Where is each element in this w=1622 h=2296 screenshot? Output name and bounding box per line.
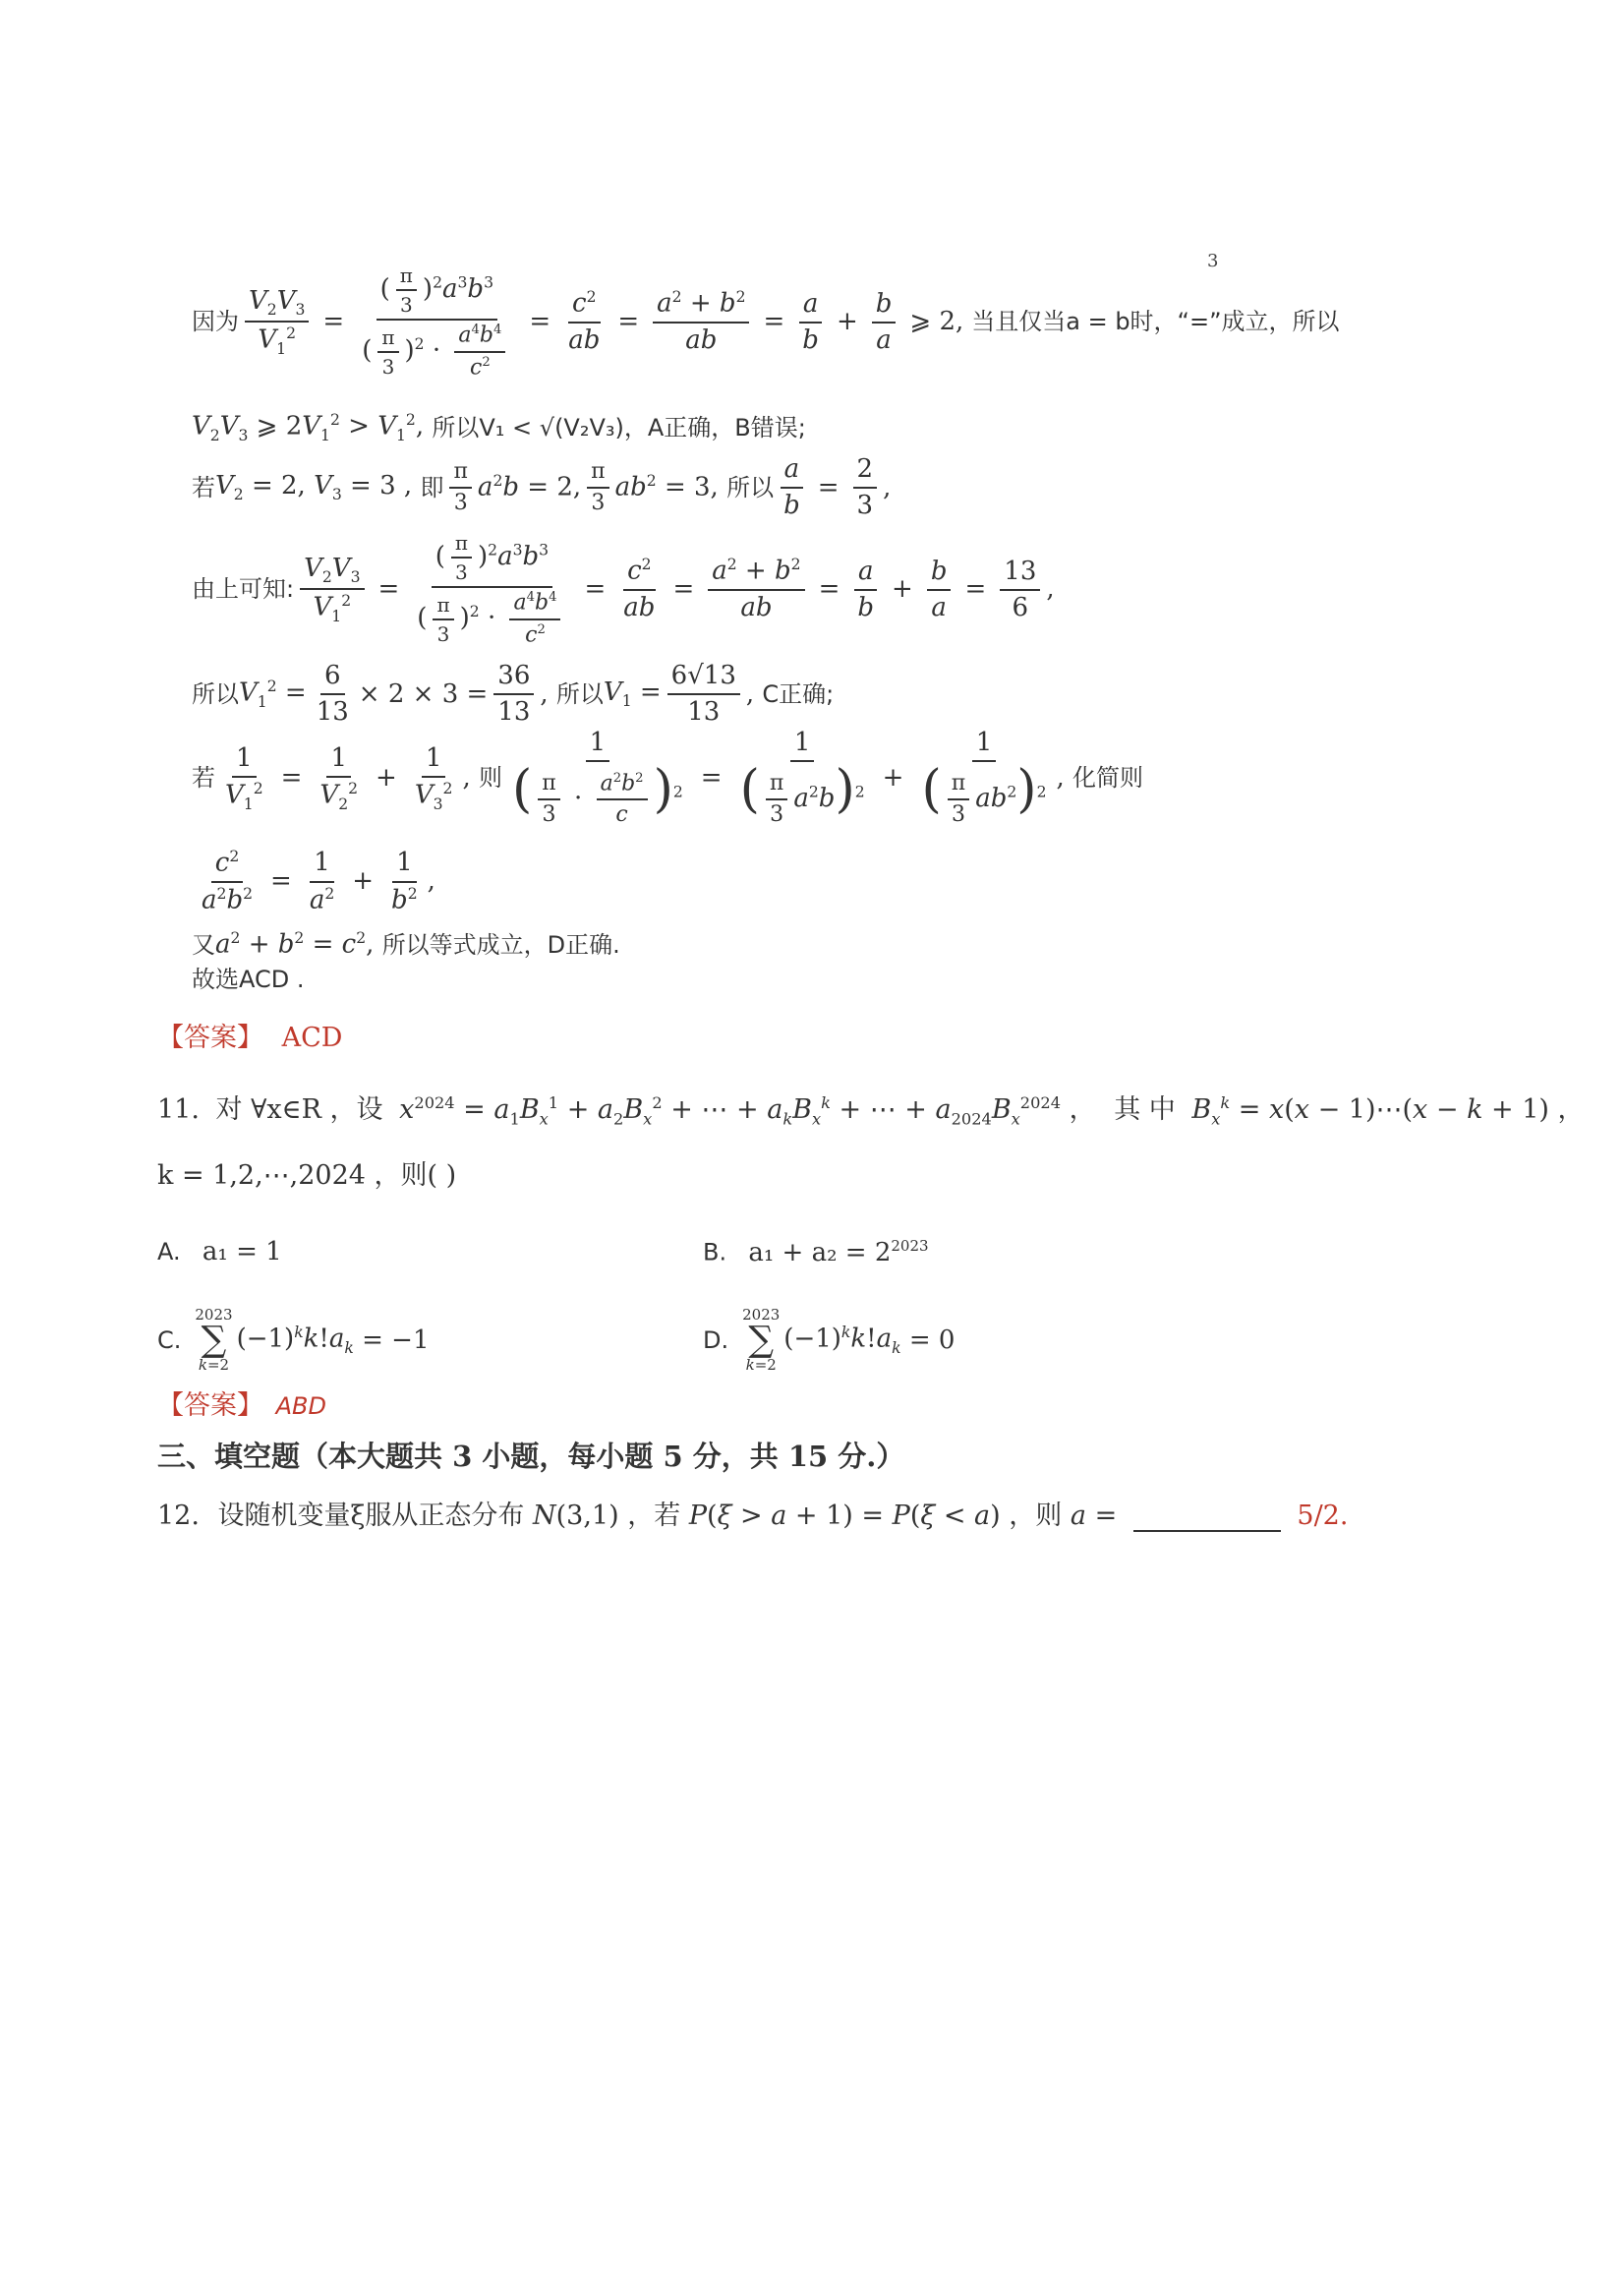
solution-line-1: 因为 $\frac{V_2V_3}{V_1^2}$ = ( $\frac{\pi}{3}$ )$^2a^3b^3$ ( $\frac{\pi}{3}$ )$^2$ · $\frac{a^4b^4}{c^2}$ = $\frac{c^2}{ab}$ = $\frac{a^2 + b^2}{ab}$ = $\frac{a}{b}$ + $\frac{b}{a}$ ⩾ 2, 当且仅当a = b时，“=”成立，所以 — [192, 264, 1340, 381]
option-label: D. — [703, 1326, 729, 1354]
text-choose: 故选ACD . — [192, 966, 305, 993]
text-c-correct: C正确; — [762, 679, 835, 708]
question-number: 11. — [157, 1094, 200, 1125]
answer-acd — [157, 1023, 342, 1054]
text-so: 所以 — [726, 473, 775, 501]
answer-abd — [157, 1390, 326, 1422]
answer-blank — [1133, 1530, 1281, 1532]
option-text: a₁ + a₂ = 2 — [748, 1237, 892, 1267]
text-then: 则 — [479, 763, 502, 792]
text-d-correct: 所以等式成立，D正确. — [381, 930, 620, 959]
text-so: 所以 — [555, 679, 604, 708]
solution-line-8: 又 $a^2 + b^2 = c^2$, 所以等式成立，D正确. — [192, 929, 620, 960]
fraction: $\frac{V_2V_3}{V_1^2}$ — [245, 286, 309, 359]
question-text: ，则 — [1009, 1501, 1063, 1531]
text-if: 若 — [192, 473, 215, 501]
option-text: a₁ = 1 — [202, 1237, 282, 1266]
answer-value: ACD — [281, 1023, 343, 1053]
solution-line-3: 若 $V_2 = 2$, $V_3 = 3$ , 即 $\frac{\pi}{3}$ $a^2b = 2$, $\frac{\pi}{3}$ $ab^2 = 3$, 所以 $\frac{a}{b}$ = $\frac{2}{3}$ , — [192, 454, 892, 521]
option-d: D. 2023 ∑ k=2 $(-1)^kk!a_k$ = 0 — [703, 1306, 956, 1374]
option-b: B. $a_1 + a_2 = 2^{2023}$ — [703, 1237, 929, 1267]
solution-line-2: $V_2V_3$ ⩾ $2V_1^2 > V_1^2$, 所以V₁ < √(V₂V₃)，A正确，B错误; — [192, 411, 806, 444]
text-namely: 即 — [420, 473, 444, 501]
question-11-stem: 11. 对 ∀x∈R ，设 $x^{2024} = a_1B_x^1 + a_2B_x^2$ + ⋯ + $a_kB_x^k$ + ⋯ + $a_{2024}B_x^{2024}$ ， 其 中 $B_x^k = x(x$ − 1)⋯(x − k + 1) ， — [157, 1093, 1585, 1129]
fraction: ( $\frac{\pi}{3}$ )$^2a^3b^3$ ( $\frac{\pi}{3}$ )$^2$ · $\frac{a^4b^4}{c^2}$ — [358, 264, 515, 381]
solution-line-6: 若 $\frac{1}{V_1^2}$ = $\frac{1}{V_2^2}$ + $\frac{1}{V_3^2}$ , 则 1 ( $\frac{\pi}{3}$ · $\frac{a^2b^2}{c}$ )$^2$ = 1 ( $\frac{\pi}{3}$ $a^2b)^2$ + 1 ( $\frac{\pi}{3}$ $ab^2)^2$ , 化简则 — [192, 728, 1144, 828]
solution-line-9 — [192, 966, 305, 994]
question-text: 对 ∀x∈R ，设 — [215, 1094, 383, 1125]
answer-label: 【答案】 — [157, 1023, 263, 1053]
question-12: 12. 设随机变量ξ服从正态分布 N(3,1) ，若 P(ξ > a + 1) = P(ξ < a) ，则 a = 5/2. — [157, 1501, 1349, 1531]
text-equality-condition: 当且仅当a = b时，“=”成立，所以 — [971, 308, 1340, 336]
text-from-above: 由上可知: — [192, 575, 295, 604]
option-text: = 0 — [908, 1325, 956, 1355]
option-label: C. — [157, 1326, 182, 1354]
option-label: B. — [703, 1238, 727, 1266]
section-3-heading: 三、填空题（本大题共 3 小题，每小题 5 分，共 15 分.） — [157, 1440, 905, 1473]
corner-mark: 3 — [1207, 251, 1219, 271]
option-a — [157, 1237, 282, 1266]
text-because: 因为 — [192, 308, 239, 336]
answer-label: 【答案】 — [157, 1390, 263, 1421]
question-text: 设随机变量ξ服从正态分布 — [217, 1501, 525, 1531]
answer-value: ABD — [275, 1392, 326, 1420]
solution-line-4: 由上可知: $\frac{V_2V_3}{V_1^2}$ = ( $\frac{\pi}{3}$ )$^2a^3b^3$ ( $\frac{\pi}{3}$ )$^2$ · $\frac{a^4b^4}{c^2}$ = $\frac{c^2}{ab}$ = $\frac{a^2 + b^2}{ab}$ = $\frac{a}{b}$ + $\frac{b}{a}$ = $\frac{13}{6}$ , — [192, 531, 1055, 648]
text-a-correct: 所以V₁ < √(V₂V₃)，A正确，B错误; — [432, 413, 806, 442]
text-so: 所以 — [192, 679, 239, 708]
question-number: 12. — [157, 1501, 200, 1531]
solution-line-7: $\frac{c^2}{a^2b^2}$ = $\frac{1}{a^2}$ + $\frac{1}{b^2}$ , — [202, 848, 435, 915]
text-if: 若 — [192, 763, 215, 792]
solution-line-5: 所以 $V_1^2$ = $\frac{6}{13}$ × 2 × 3 = $\frac{36}{13}$ , 所以 $V_1$ = $\frac{6√13}{13}$ , C正确; — [192, 661, 835, 728]
question-text: 其 中 — [1114, 1094, 1176, 1125]
option-text: = −1 — [362, 1325, 430, 1355]
option-c: C. 2023 ∑ k=2 $(-1)^kk!a_k$ = −1 — [157, 1306, 430, 1374]
question-text: ，若 — [627, 1501, 681, 1531]
text-also: 又 — [192, 930, 215, 959]
text-simplify: 化简则 — [1072, 763, 1144, 792]
question-11-line2: k = 1,2,⋯,2024 ，则( ) — [157, 1160, 457, 1191]
answer-value: 5/2. — [1297, 1501, 1349, 1531]
option-label: A. — [157, 1238, 181, 1266]
